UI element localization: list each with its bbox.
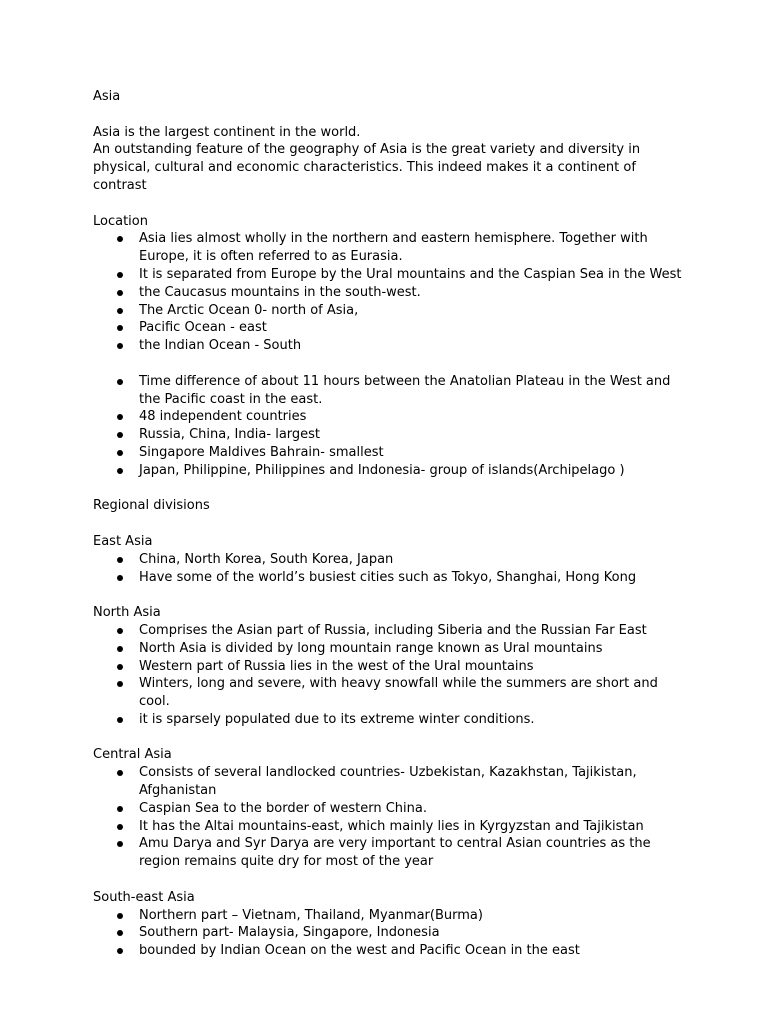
east-asia-heading: East Asia xyxy=(93,533,153,549)
north-asia-heading: North Asia xyxy=(93,605,161,621)
list-item-text: Southern part- Malaysia, Singapore, Indonesia xyxy=(139,925,440,941)
list-item xyxy=(93,373,683,409)
bullet-icon xyxy=(117,343,123,349)
north-asia-list xyxy=(93,622,683,729)
list-item xyxy=(93,337,683,355)
bullet-icon xyxy=(117,628,123,634)
list-item xyxy=(93,640,683,658)
list-item-text: Japan, Philippine, Philippines and Indonesia- group of islands(Archipelago ) xyxy=(139,462,625,478)
list-item xyxy=(93,284,683,302)
bullet-icon xyxy=(117,930,123,936)
bullet-icon xyxy=(117,414,123,420)
bullet-icon xyxy=(117,325,123,331)
list-item-text: Pacific Ocean - east xyxy=(139,320,267,336)
list-item xyxy=(93,319,683,337)
location-list-1 xyxy=(93,230,683,355)
list-item-text: Amu Darya and Syr Darya are very important to central Asian countries as the region remains quite dry for most of the year xyxy=(139,836,651,870)
list-item-text: Russia, China, India- largest xyxy=(139,427,321,443)
blank-line xyxy=(93,355,683,373)
bullet-icon xyxy=(117,664,123,670)
blank-line xyxy=(93,729,683,747)
bullet-icon xyxy=(117,308,123,314)
bullet-icon xyxy=(117,646,123,652)
document-page xyxy=(93,88,683,960)
list-item xyxy=(93,907,683,925)
list-item xyxy=(93,764,683,800)
list-item-text: It is separated from Europe by the Ural mountains and the Caspian Sea in the West xyxy=(139,266,682,282)
east-asia-list xyxy=(93,551,683,587)
list-item-text: bounded by Indian Ocean on the west and Pacific Ocean in the east xyxy=(139,943,580,959)
bullet-icon xyxy=(117,379,123,385)
bullet-icon xyxy=(117,948,123,954)
document-title: Asia xyxy=(93,89,121,104)
bullet-icon xyxy=(117,450,123,456)
list-item xyxy=(93,818,683,836)
bullet-icon xyxy=(117,557,123,563)
southeast-asia-list xyxy=(93,907,683,960)
bullet-icon xyxy=(117,770,123,776)
list-item-text: China, North Korea, South Korea, Japan xyxy=(139,551,394,567)
list-item xyxy=(93,569,683,587)
blank-line xyxy=(93,480,683,498)
list-item xyxy=(93,711,683,729)
bullet-icon xyxy=(117,717,123,723)
list-item-text: 48 independent countries xyxy=(139,409,307,425)
list-item xyxy=(93,622,683,640)
bullet-icon xyxy=(117,913,123,919)
list-item-text: the Caucasus mountains in the south-west. xyxy=(139,284,421,300)
bullet-icon xyxy=(117,824,123,830)
list-item-text: Have some of the world’s busiest cities such as Tokyo, Shanghai, Hong Kong xyxy=(139,569,637,585)
list-item xyxy=(93,551,683,569)
bullet-icon xyxy=(117,272,123,278)
central-asia-heading: Central Asia xyxy=(93,747,172,763)
list-item xyxy=(93,658,683,676)
bullet-icon xyxy=(117,681,123,687)
list-item xyxy=(93,302,683,320)
location-list-2 xyxy=(93,373,683,480)
list-item-text: the Indian Ocean - South xyxy=(139,338,302,354)
list-item xyxy=(93,675,683,711)
list-item-text: The Arctic Ocean 0- north of Asia, xyxy=(139,302,359,318)
intro-line-2: An outstanding feature of the geography of Asia is the great variety and diversity in physical, cultural and economic characteristics. This indeed makes it a continent of contrast xyxy=(93,142,641,193)
blank-line xyxy=(93,515,683,533)
list-item-text: Time difference of about 11 hours between the Anatolian Plateau in the West and the Pacific coast in the east. xyxy=(139,373,671,407)
bullet-icon xyxy=(117,468,123,474)
bullet-icon xyxy=(117,806,123,812)
list-item-text: it is sparsely populated due to its extreme winter conditions. xyxy=(139,711,535,727)
list-item-text: Asia lies almost wholly in the northern and eastern hemisphere. Together with Europe, it is often referred to as Eurasia. xyxy=(139,231,648,265)
blank-line xyxy=(93,195,683,213)
blank-line xyxy=(93,586,683,604)
list-item-text: Caspian Sea to the border of western China. xyxy=(139,800,427,816)
list-item-text: Winters, long and severe, with heavy snowfall while the summers are short and cool. xyxy=(139,676,658,710)
list-item-text: Comprises the Asian part of Russia, including Siberia and the Russian Far East xyxy=(139,622,647,638)
central-asia-list xyxy=(93,764,683,871)
list-item-text: It has the Altai mountains-east, which mainly lies in Kyrgyzstan and Tajikistan xyxy=(139,818,644,834)
list-item xyxy=(93,230,683,266)
location-heading: Location xyxy=(93,213,148,229)
intro-line-1: Asia is the largest continent in the world. xyxy=(93,124,361,140)
list-item xyxy=(93,942,683,960)
bullet-icon xyxy=(117,290,123,296)
bullet-icon xyxy=(117,236,123,242)
bullet-icon xyxy=(117,432,123,438)
list-item-text: Western part of Russia lies in the west of the Ural mountains xyxy=(139,658,534,674)
bullet-icon xyxy=(117,575,123,581)
list-item-text: Northern part – Vietnam, Thailand, Myanmar(Burma) xyxy=(139,907,483,923)
list-item-text: North Asia is divided by long mountain range known as Ural mountains xyxy=(139,640,603,656)
list-item xyxy=(93,462,683,480)
list-item-text: Singapore Maldives Bahrain- smallest xyxy=(139,444,384,460)
blank-line xyxy=(93,871,683,889)
list-item-text: Consists of several landlocked countries- Uzbekistan, Kazakhstan, Tajikistan, Afghanistan xyxy=(139,765,637,799)
southeast-asia-heading: South-east Asia xyxy=(93,889,195,905)
list-item xyxy=(93,266,683,284)
list-item xyxy=(93,924,683,942)
list-item xyxy=(93,426,683,444)
bullet-icon xyxy=(117,841,123,847)
list-item xyxy=(93,408,683,426)
list-item xyxy=(93,444,683,462)
regional-divisions-heading: Regional divisions xyxy=(93,498,210,514)
list-item xyxy=(93,835,683,871)
blank-line xyxy=(93,106,683,124)
list-item xyxy=(93,800,683,818)
